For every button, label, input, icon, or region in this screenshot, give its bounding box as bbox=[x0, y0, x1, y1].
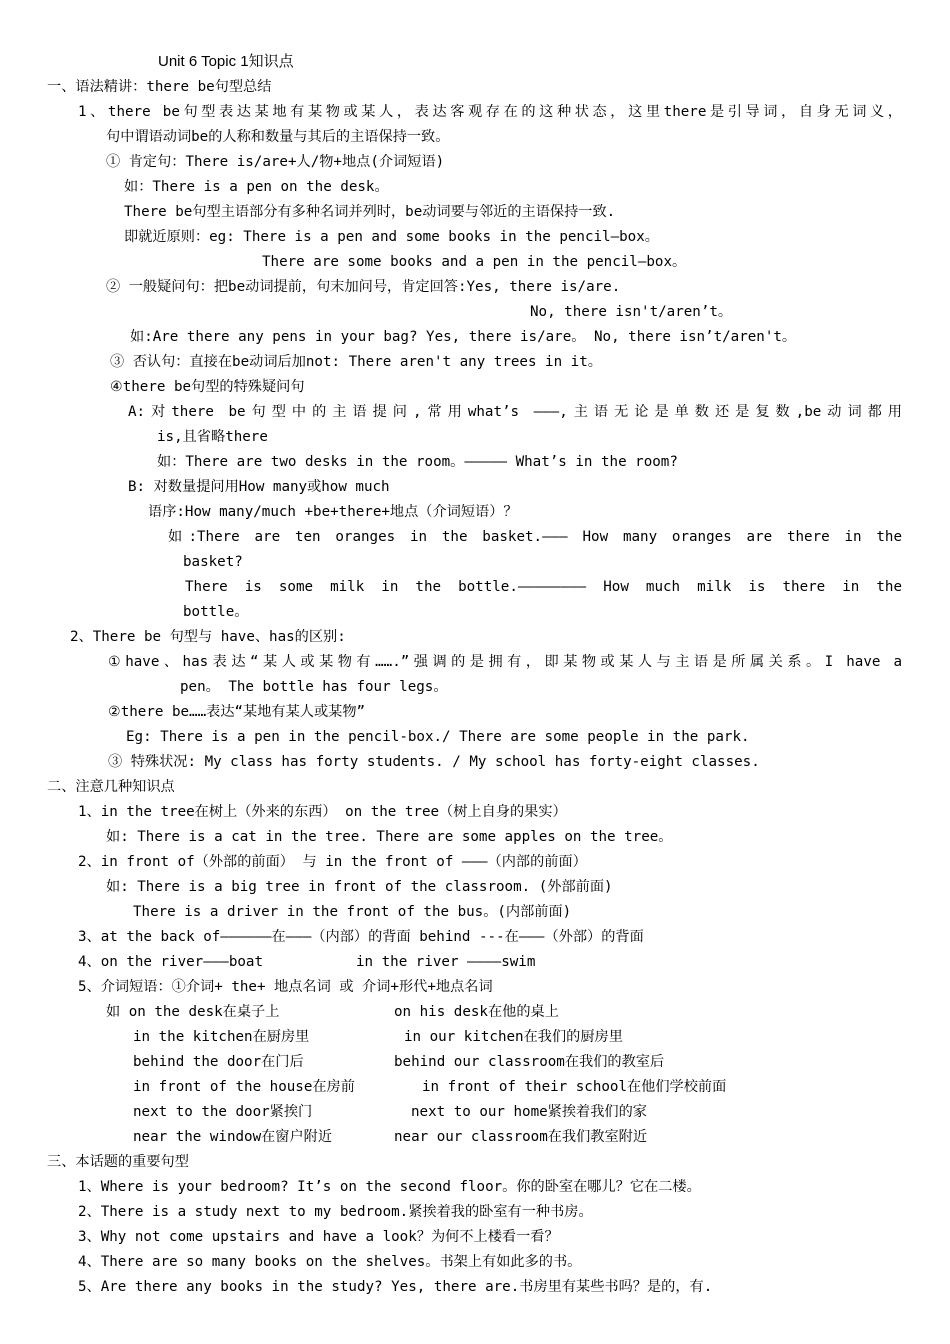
affirmative-rule: There be句型主语部分有多种名词并列时，be动词要与邻近的主语保持一致. bbox=[124, 204, 616, 220]
wh-question-label: ④there be句型的特殊疑问句 bbox=[110, 379, 305, 395]
have-line-1: ①have、has表达“某人或某物有…….”强调的是拥有，即某物或某人与主语是所属关系。I have a bbox=[108, 654, 902, 670]
sentence-1: 1、Where is your bedroom? It’s on the second floor。你的卧室在哪儿？它在二楼。 bbox=[78, 1179, 701, 1195]
phrase-right-2: in our kitchen在我们的厨房里 bbox=[404, 1029, 623, 1045]
there-be-label: ②there be……表达“某地有某人或某物” bbox=[108, 704, 366, 720]
note-2-example-1: 如: There is a big tree in front of the classroom. (外部前面) bbox=[106, 879, 613, 895]
note-2: 2、in front of（外部的前面） 与 in the front of ———（内部的前面） bbox=[78, 854, 587, 870]
note-4-in-river: in the river ————swim bbox=[356, 954, 536, 970]
point-1-line-1: 1、there be句型表达某地有某物或某人，表达客观存在的这种状态，这里there是引导词，自身无词义， bbox=[78, 104, 902, 120]
phrase-right-6: near our classroom在我们教室附近 bbox=[394, 1129, 648, 1145]
note-2-example-2: There is a driver in the front of the bus。(内部前面) bbox=[133, 904, 572, 920]
section-3-heading: 三、本话题的重要句型 bbox=[47, 1154, 189, 1170]
question-label: ② 一般疑问句：把be动词提前，句末加问号，肯定回答:Yes, there is/are. bbox=[106, 279, 621, 295]
have-line-2: pen。 The bottle has four legs。 bbox=[180, 679, 448, 695]
wh-b-example-1b: basket? bbox=[183, 554, 243, 570]
section-1-heading: 一、语法精讲：there be句型总结 bbox=[47, 79, 272, 95]
phrase-left-3: behind the door在门后 bbox=[133, 1054, 304, 1070]
negative-label: ③ 否认句：直接在be动词后加not: There aren't any trees in it。 bbox=[110, 354, 602, 370]
phrase-right-4: in front of their school在他们学校前面 bbox=[422, 1079, 727, 1095]
wh-b-example-1a: 如:There are ten oranges in the basket.——— How many oranges are there in the bbox=[168, 529, 902, 545]
note-4-on-river: 4、on the river———boat bbox=[78, 954, 264, 970]
wh-a-line-1: A:对there be句型中的主语提问,常用what’s ———,主语无论是单数还是复数,be动词都用 bbox=[128, 404, 902, 420]
note-3: 3、at the back of——————在———（内部）的背面 behind ---在———（外部）的背面 bbox=[78, 929, 644, 945]
wh-b-example-2a: There is some milk in the bottle.———————— How much milk is there in the bbox=[185, 579, 902, 595]
wh-b-word-order: 语序:How many/much +be+there+地点（介词短语）？ bbox=[148, 504, 518, 520]
phrase-left-5: next to the door紧挨门 bbox=[133, 1104, 313, 1120]
phrase-right-1: on his desk在他的桌上 bbox=[394, 1004, 559, 1020]
point-2-heading: 2、There be 句型与 have、has的区别: bbox=[70, 629, 346, 645]
note-1: 1、in the tree在树上（外来的东西） on the tree（树上自身的果实） bbox=[78, 804, 567, 820]
affirmative-label: ① 肯定句：There is/are+人/物+地点(介词短语) bbox=[106, 154, 445, 170]
affirmative-example: 如：There is a pen on the desk。 bbox=[124, 179, 389, 195]
point-1-line-2: 句中谓语动词be的人称和数量与其后的主语保持一致。 bbox=[106, 129, 450, 145]
wh-a-line-2: is,且省略there bbox=[157, 429, 268, 445]
note-5: 5、介词短语：①介词+ the+ 地点名词 或 介词+形代+地点名词 bbox=[78, 979, 493, 995]
phrase-left-4: in front of the house在房前 bbox=[133, 1079, 355, 1095]
sentence-5: 5、Are there any books in the study? Yes, there are.书房里有某些书吗？是的，有. bbox=[78, 1279, 713, 1295]
special-case: ③ 特殊状况: My class has forty students. / My school has forty-eight classes. bbox=[108, 754, 760, 770]
section-2-heading: 二、注意几种知识点 bbox=[47, 779, 175, 795]
sentence-4: 4、There are so many books on the shelves。书架上有如此多的书。 bbox=[78, 1254, 582, 1270]
phrase-left-2: in the kitchen在厨房里 bbox=[133, 1029, 310, 1045]
question-example: 如:Are there any pens in your bag? Yes, there is/are。 No, there isn’t/aren't。 bbox=[130, 329, 797, 345]
page-title: Unit 6 Topic 1知识点 bbox=[158, 53, 294, 70]
proximity-rule-example-2: There are some books and a pen in the pencil—box。 bbox=[262, 254, 687, 270]
sentence-2: 2、There is a study next to my bedroom.紧挨着我的卧室有一种书房。 bbox=[78, 1204, 593, 1220]
proximity-rule-example-1: 即就近原则：eg: There is a pen and some books in the pencil—box。 bbox=[124, 229, 659, 245]
there-be-example: Eg: There is a pen in the pencil-box./ There are some people in the park. bbox=[126, 729, 750, 745]
question-negative-answer: No, there isn't/aren’t。 bbox=[530, 304, 733, 320]
phrase-right-5: next to our home紧挨着我们的家 bbox=[411, 1104, 647, 1120]
note-1-example: 如: There is a cat in the tree. There are some apples on the tree。 bbox=[106, 829, 673, 845]
wh-a-example: 如：There are two desks in the room。————— What’s in the room? bbox=[157, 454, 678, 470]
phrase-right-3: behind our classroom在我们的教室后 bbox=[394, 1054, 665, 1070]
phrase-left-6: near the window在窗户附近 bbox=[133, 1129, 333, 1145]
phrase-left-1: 如 on the desk在桌子上 bbox=[106, 1004, 280, 1020]
sentence-3: 3、Why not come upstairs and have a look？为何不上楼看一看？ bbox=[78, 1229, 559, 1245]
wh-b-label: B: 对数量提问用How many或how much bbox=[128, 479, 390, 495]
wh-b-example-2b: bottle。 bbox=[183, 604, 249, 620]
